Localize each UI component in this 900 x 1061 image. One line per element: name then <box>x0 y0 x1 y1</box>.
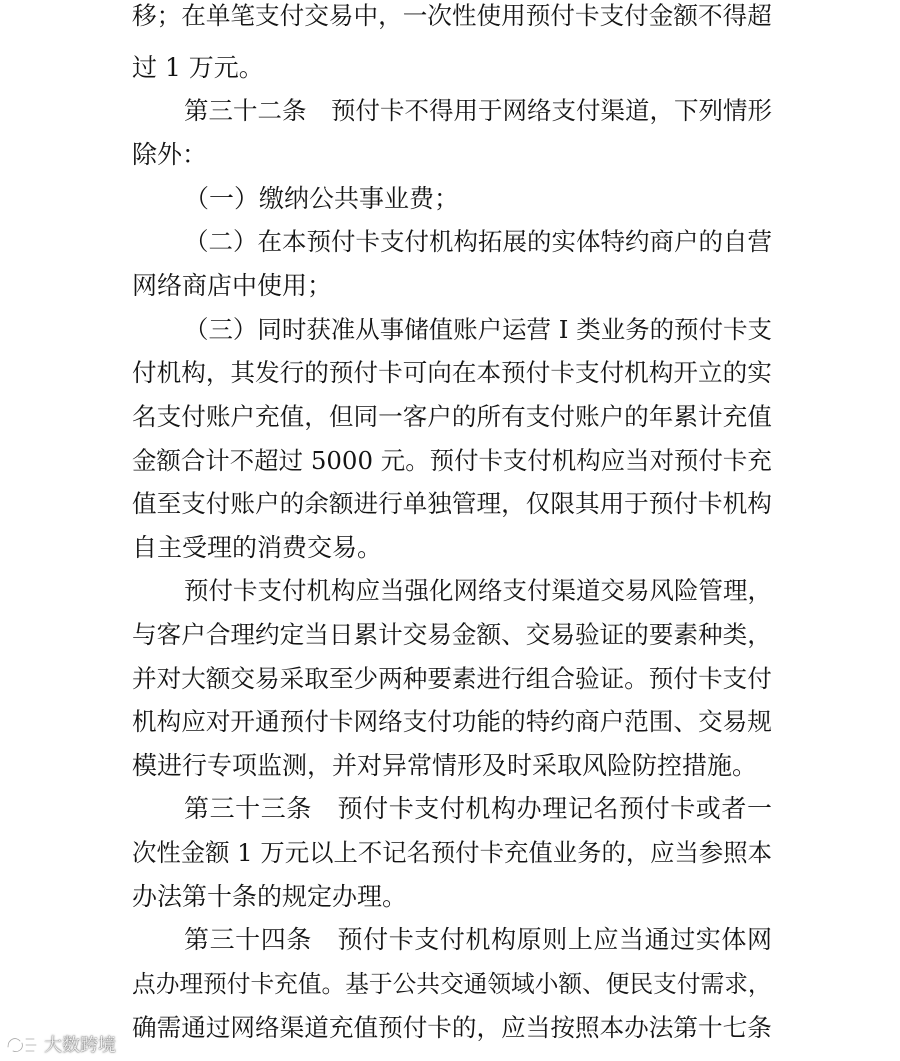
text-line-content: 金额合计不超过 5000 元。预付卡支付机构应当对预付卡充 <box>132 446 772 475</box>
text-line-content: 预付卡支付机构应当强化网络支付渠道交易风险管理， <box>184 576 772 605</box>
text-line-content: 机构应对开通预付卡网络支付功能的特约商户范围、交易规 <box>132 707 772 736</box>
text-line <box>0 447 900 475</box>
watermark-text: 大数跨境 <box>44 1035 116 1056</box>
text-line <box>0 621 900 649</box>
text-line-content: （二）在本预付卡支付机构拓展的实体特约商户的自营 <box>184 227 772 256</box>
text-line-content: 第三十三条 预付卡支付机构办理记名预付卡或者一 <box>184 794 773 823</box>
text-line <box>0 228 900 256</box>
text-line <box>0 185 900 213</box>
text-line <box>0 316 900 344</box>
text-line-content: 确需通过网络渠道充值预付卡的，应当按照本办法第十七条 <box>132 1013 772 1042</box>
text-line-content: 并对大额交易采取至少两种要素进行组合验证。预付卡支付 <box>132 664 772 693</box>
text-line <box>0 708 900 736</box>
text-line <box>0 403 900 431</box>
text-line-content: （一）缴纳公共事业费； <box>184 184 460 213</box>
text-line <box>0 490 900 518</box>
text-line <box>0 141 900 169</box>
text-line <box>0 752 900 780</box>
watermark <box>4 1031 116 1057</box>
text-line-content: 模进行专项监测，并对异常情形及时采取风险防控措施。 <box>132 751 758 780</box>
text-line-content: 网络商店中使用； <box>132 271 333 300</box>
text-line-content: （三）同时获准从事储值账户运营 I 类业务的预付卡支 <box>184 315 773 344</box>
text-line-content: 移；在单笔支付交易中，一次性使用预付卡支付金额不得超 <box>132 1 772 30</box>
text-line <box>0 926 900 954</box>
text-line <box>0 534 900 562</box>
text-line <box>0 2 900 30</box>
text-line <box>0 1014 900 1042</box>
text-line <box>0 839 900 867</box>
text-line-content: 自主受理的消费交易。 <box>132 533 383 562</box>
text-line-content: 过 1 万元。 <box>132 53 264 82</box>
text-line-content: 点办理预付卡充值。基于公共交通领域小额、便民支付需求， <box>132 970 772 998</box>
text-line-content: 第三十四条 预付卡支付机构原则上应当通过实体网 <box>184 925 773 954</box>
text-line-content: 办法第十条的规定办理。 <box>132 882 408 911</box>
text-line <box>0 577 900 605</box>
text-line <box>0 97 900 125</box>
text-line <box>0 272 900 300</box>
text-line <box>0 795 900 823</box>
text-line-content: 付机构，其发行的预付卡可向在本预付卡支付机构开立的实 <box>132 358 772 387</box>
watermark-logo-icon <box>4 1033 40 1055</box>
text-line-content: 名支付账户充值，但同一客户的所有支付账户的年累计充值 <box>132 402 772 431</box>
text-line-content: 次性金额 1 万元以上不记名预付卡充值业务的，应当参照本 <box>132 838 772 867</box>
text-line <box>0 883 900 911</box>
text-line-content: 除外： <box>132 140 208 169</box>
text-line-content: 第三十二条 预付卡不得用于网络支付渠道，下列情形 <box>184 96 772 125</box>
text-line-content: 与客户合理约定当日累计交易金额、交易验证的要素种类， <box>132 620 772 649</box>
text-line <box>0 359 900 387</box>
text-line-content: 值至支付账户的余额进行单独管理，仅限其用于预付卡机构 <box>132 489 772 518</box>
text-line <box>0 665 900 693</box>
text-line <box>0 54 900 82</box>
text-line <box>0 970 900 998</box>
